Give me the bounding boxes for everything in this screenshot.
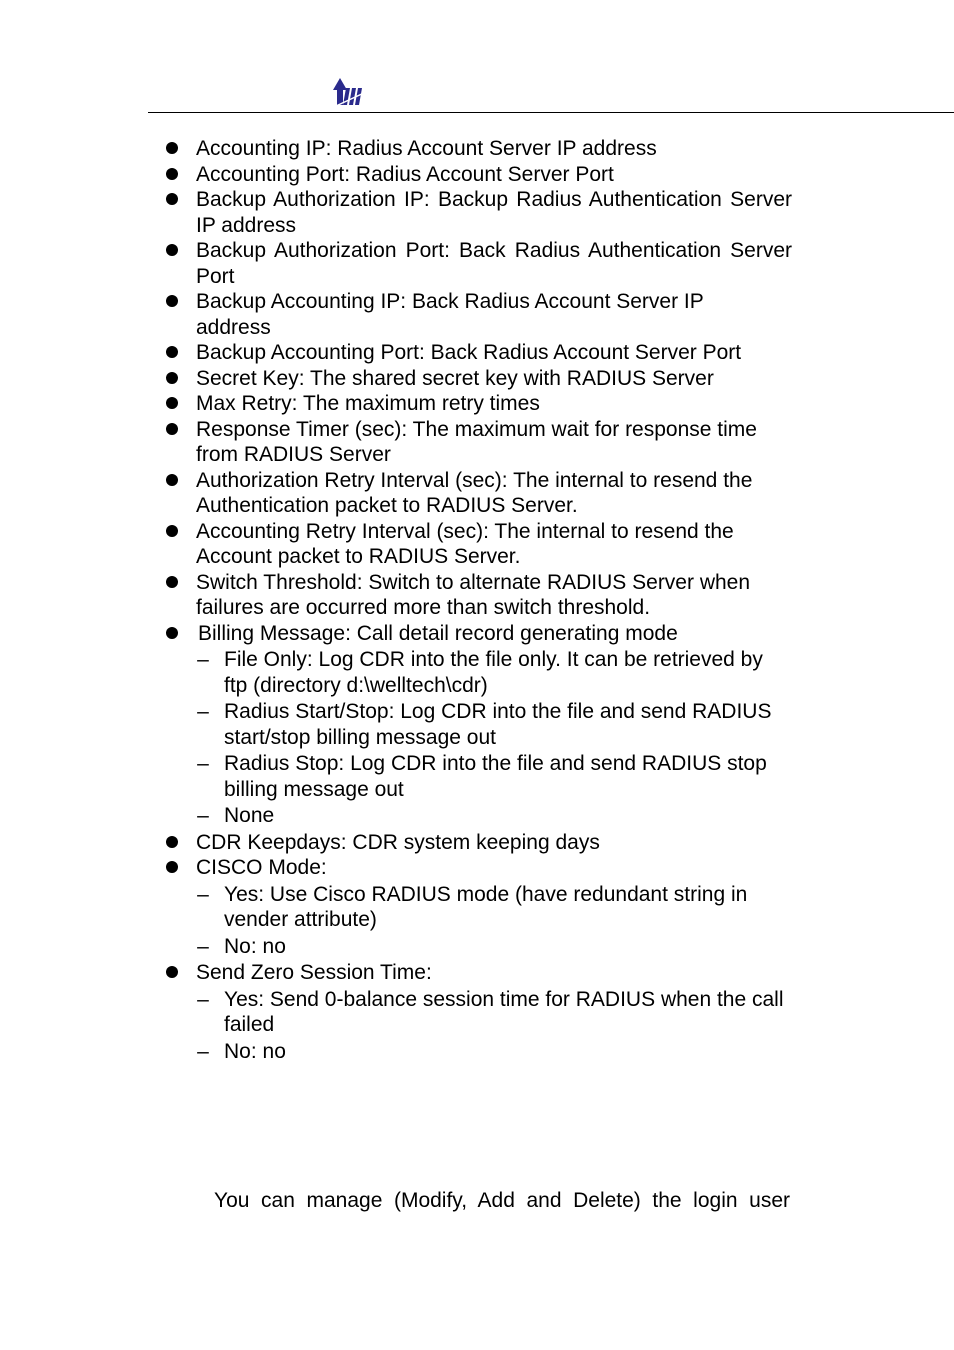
bullet-icon xyxy=(166,525,178,537)
bullet-icon xyxy=(166,244,178,256)
dash-icon: – xyxy=(197,752,209,775)
dash-icon: – xyxy=(197,934,209,958)
list-item: Accounting IP: Radius Account Server IP address xyxy=(166,136,792,162)
list-item: Accounting Retry Interval (sec): The internal to resend the Account packet to RADIUS Server. xyxy=(166,519,792,570)
list-item: Secret Key: The shared secret key with RADIUS Server xyxy=(166,366,792,392)
sub-list xyxy=(196,647,792,829)
bullet-icon xyxy=(166,397,178,409)
welltech-logo-icon xyxy=(330,76,368,108)
sub-list-item: – File Only: Log CDR into the file only. It can be retrieved by ftp (directory d:\welltech\cdr) xyxy=(197,648,763,697)
list-item: Backup Accounting Port: Back Radius Account Server Port xyxy=(166,340,792,366)
sub-list-item: – Yes: Use Cisco RADIUS mode (have redundant string in vender attribute) xyxy=(197,882,748,931)
list-item: Backup Accounting IP: Back Radius Account Server IP address xyxy=(166,289,792,340)
bullet-icon xyxy=(166,966,178,978)
bullet-icon xyxy=(166,346,178,358)
dash-icon: – xyxy=(197,648,209,671)
sub-list xyxy=(196,882,792,960)
list-item: Response Timer (sec): The maximum wait for response time from RADIUS Server xyxy=(166,417,792,468)
dash-icon: – xyxy=(197,882,209,906)
sub-list-item: – None xyxy=(197,804,275,827)
bullet-icon xyxy=(166,168,178,180)
dash-icon: – xyxy=(197,804,209,827)
footer-paragraph: You can manage (Modify, Add and Delete) the login user xyxy=(214,1189,790,1212)
sub-list-item: – No: no xyxy=(197,934,286,958)
list-item: Max Retry: The maximum retry times xyxy=(166,391,792,417)
bullet-icon xyxy=(166,423,178,435)
bullet-icon xyxy=(166,861,178,873)
bullet-icon xyxy=(166,372,178,384)
bullet-icon xyxy=(166,295,178,307)
sub-list-item: – Yes: Send 0-balance session time for RADIUS when the call failed xyxy=(197,987,784,1036)
dash-icon: – xyxy=(197,1039,209,1063)
header-divider xyxy=(148,112,954,113)
sub-list-item: – No: no xyxy=(197,1039,286,1063)
sub-list xyxy=(196,987,792,1065)
bullet-icon xyxy=(166,836,178,848)
bullet-icon xyxy=(166,193,178,205)
list-item: Authorization Retry Interval (sec): The internal to resend the Authentication packet to RADIUS Server. xyxy=(166,468,792,519)
dash-icon: – xyxy=(197,700,209,723)
dash-icon: – xyxy=(197,987,209,1011)
list-item: Backup Authorization Port: Back Radius Authentication Server Port xyxy=(166,238,792,289)
list-item: Accounting Port: Radius Account Server Port xyxy=(166,162,792,188)
sub-list-item: – Radius Start/Stop: Log CDR into the file and send RADIUS start/stop billing message out xyxy=(197,700,772,749)
list-item: CISCO Mode: – Yes: Use Cisco RADIUS mode (have redundant string in vender attribute) – No: no xyxy=(166,855,792,959)
bullet-icon xyxy=(166,474,178,486)
bullet-icon xyxy=(166,627,178,639)
bullet-icon xyxy=(166,576,178,588)
bullet-icon xyxy=(166,142,178,154)
document-body xyxy=(166,136,792,1065)
sub-list-item: – Radius Stop: Log CDR into the file and send RADIUS stop billing message out xyxy=(197,752,767,801)
list-item: CDR Keepdays: CDR system keeping days xyxy=(166,830,792,856)
list-item: Switch Threshold: Switch to alternate RADIUS Server when failures are occurred more than switch threshold. xyxy=(166,570,792,621)
list-item: Backup Authorization IP: Backup Radius Authentication Server IP address xyxy=(166,187,792,238)
list-item: Billing Message: Call detail record generating mode – File Only: Log CDR into the file only. It can be retrieved by ftp (directory d:\welltech\cdr) – Radius Start/Stop: Log CDR into the file and send RADIUS start/stop billing message out – Radius Stop: Log CDR into the file and send RADIUS stop billing message out – None xyxy=(166,621,792,829)
list-item: Send Zero Session Time: – Yes: Send 0-balance session time for RADIUS when the call failed – No: no xyxy=(166,960,792,1064)
